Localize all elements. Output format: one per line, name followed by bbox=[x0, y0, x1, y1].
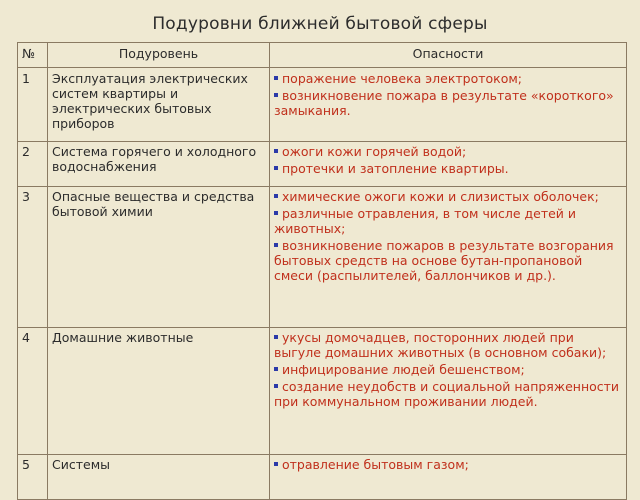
bullet-icon bbox=[274, 194, 278, 198]
danger-item: отравление бытовым газом; bbox=[274, 457, 622, 472]
danger-item: укусы домочадцев, посторонних людей при выгуле домашних животных (в основном собаки); bbox=[274, 330, 607, 360]
bullet-icon bbox=[274, 93, 278, 97]
row-level: Эксплуатация электрических систем квартиры и электрических бытовых приборов bbox=[48, 68, 270, 142]
row-dangers bbox=[270, 68, 627, 142]
row-number: 4 bbox=[18, 328, 48, 455]
row-number: 5 bbox=[18, 455, 48, 500]
danger-item: создание неудобств и социальной напряженности при коммунальном проживании людей. bbox=[274, 379, 620, 409]
danger-item: возникновение пожара в результате «короткого» замыкания. bbox=[274, 88, 614, 118]
danger-item: химические ожоги кожи и слизистых оболочек; bbox=[274, 189, 622, 204]
danger-item: инфицирование людей бешенством; bbox=[274, 362, 622, 377]
hazards-table bbox=[17, 42, 627, 500]
table-row bbox=[18, 68, 627, 142]
row-number: 1 bbox=[18, 68, 48, 142]
row-dangers bbox=[270, 142, 627, 187]
table-row bbox=[18, 187, 627, 328]
row-level: Система горячего и холодного водоснабжения bbox=[48, 142, 270, 187]
danger-item: протечки и затопление квартиры. bbox=[274, 161, 622, 176]
danger-item: возникновение пожаров в результате возгорания бытовых средств на основе бутан-пропановой смеси (распылителей, баллончиков и др.). bbox=[274, 238, 614, 283]
page-title: Подуровни ближней бытовой сферы bbox=[152, 14, 488, 34]
bullet-icon bbox=[274, 243, 278, 247]
bullet-icon bbox=[274, 149, 278, 153]
table-header-row bbox=[18, 43, 627, 68]
bullet-icon bbox=[274, 367, 278, 371]
bullet-icon bbox=[274, 166, 278, 170]
row-dangers bbox=[270, 187, 627, 328]
danger-item: различные отравления, в том числе детей и животных; bbox=[274, 206, 577, 236]
table-row bbox=[18, 455, 627, 500]
row-level: Домашние животные bbox=[48, 328, 270, 455]
table-row bbox=[18, 328, 627, 455]
bullet-icon bbox=[274, 462, 278, 466]
header-num: № bbox=[18, 43, 48, 68]
bullet-icon bbox=[274, 76, 278, 80]
bullet-icon bbox=[274, 335, 278, 339]
row-dangers bbox=[270, 455, 627, 500]
row-number: 3 bbox=[18, 187, 48, 328]
header-level: Подуровень bbox=[48, 43, 270, 68]
row-level: Опасные вещества и средства бытовой химии bbox=[48, 187, 270, 328]
table-row bbox=[18, 142, 627, 187]
bullet-icon bbox=[274, 384, 278, 388]
row-dangers bbox=[270, 328, 627, 455]
row-level: Системы bbox=[48, 455, 270, 500]
bullet-icon bbox=[274, 211, 278, 215]
danger-item: поражение человека электротоком; bbox=[274, 71, 622, 86]
danger-item: ожоги кожи горячей водой; bbox=[274, 144, 622, 159]
row-number: 2 bbox=[18, 142, 48, 187]
header-dangers: Опасности bbox=[270, 43, 627, 68]
